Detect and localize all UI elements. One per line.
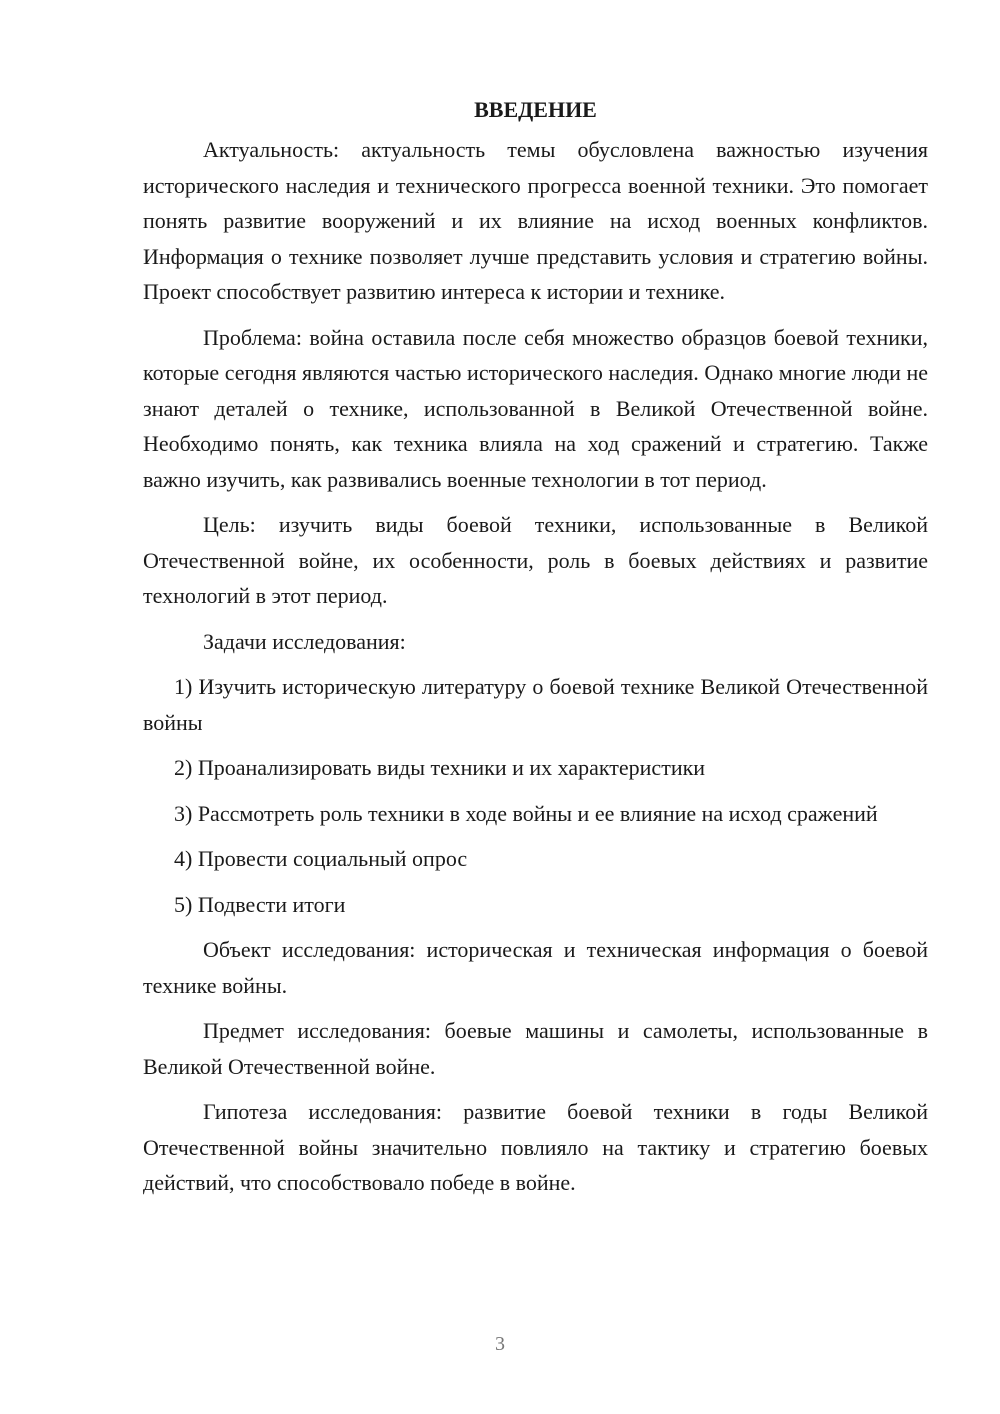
page-number: 3 (495, 1333, 505, 1355)
task-item-4: 4) Провести социальный опрос (174, 846, 468, 871)
subject-paragraph: Предмет исследования: боевые машины и самолеты, использованные в Великой Отечественной войне. (143, 1018, 928, 1079)
task-item-3: 3) Рассмотреть роль техники в ходе войны и ее влияние на исход сражений (174, 800, 878, 826)
hypothesis-paragraph: Гипотеза исследования: развитие боевой техники в годы Великой Отечественной войны значительно повлияло на тактику и стратегию боевых действий, что способствовало победе в войне. (143, 1099, 928, 1195)
page-title: ВВЕДЕНИЕ (474, 97, 597, 122)
tasks-label: Задачи исследования: (203, 628, 406, 654)
object-paragraph: Объект исследования: историческая и техническая информация о боевой технике войны. (143, 937, 928, 998)
task-item-2: 2) Проанализировать виды техники и их характеристики (174, 755, 706, 780)
task-item-1: 1) Изучить историческую литературу о боевой технике Великой Отечественной войны (143, 674, 928, 735)
goal-paragraph: Цель: изучить виды боевой техники, использованные в Великой Отечественной войне, их особенности, роль в боевых действиях и развитие технологий в этот период. (143, 512, 928, 608)
relevance-paragraph: Актуальность: актуальность темы обусловлена важностью изучения исторического наследия и технического прогресса военной техники. Это помогает понять развитие вооружений и их влияние на исход военных конфликтов. Информация о технике позволяет лучше представить условия и стратегию войны. Проект способствует развитию интереса к истории и технике. (143, 137, 928, 304)
document-page (143, 92, 928, 1211)
task-item-5: 5) Подвести итоги (174, 891, 346, 917)
problem-paragraph: Проблема: война оставила после себя множество образцов боевой техники, которые сегодня являются частью исторического наследия. Однако многие люди не знают деталей о технике, использованной в Великой Отечественной войне. Необходимо понять, как техника влияла на ход сражений и стратегию. Также важно изучить, как развивались военные технологии в тот период. (143, 324, 928, 492)
